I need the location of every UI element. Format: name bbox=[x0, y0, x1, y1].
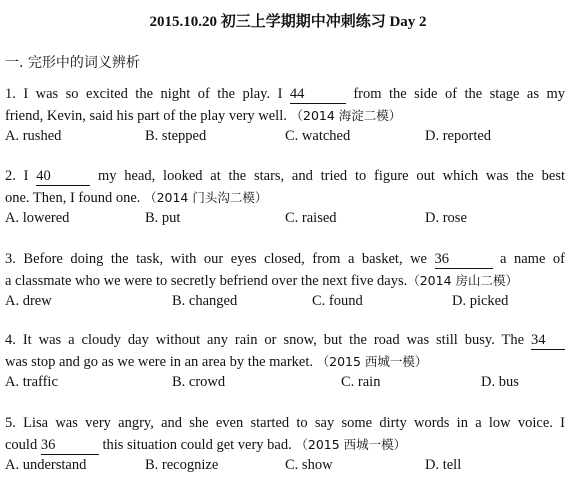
question-text: this situation could get very bad. bbox=[98, 437, 296, 453]
question-text: was stop and go as we were in an area by the market. bbox=[5, 354, 317, 370]
question-text: a name of bbox=[492, 251, 565, 267]
section-heading: 一. 完形中的词义辨析 bbox=[5, 55, 140, 71]
source-label: （2014 门头沟二模） bbox=[144, 190, 268, 205]
option-b[interactable]: B. crowd bbox=[172, 374, 226, 390]
question-1 bbox=[5, 84, 565, 147]
options-row bbox=[5, 291, 565, 312]
question-text: friend, Kevin, said his part of the play very well. bbox=[5, 108, 291, 124]
source-label: （2015 西城一模） bbox=[295, 437, 407, 452]
question-line bbox=[5, 105, 565, 126]
question-line bbox=[5, 351, 565, 372]
option-c[interactable]: C. rain bbox=[341, 374, 381, 390]
source-label: （2014 房山二模） bbox=[407, 273, 519, 288]
question-text: 2. I bbox=[5, 168, 37, 184]
option-b[interactable]: B. recognize bbox=[145, 457, 219, 473]
question-3 bbox=[5, 249, 565, 312]
source-label: （2015 西城一模） bbox=[316, 354, 428, 369]
question-text: 5. Lisa was very angry, and she even started to say some dirty words in a low voice. I bbox=[5, 415, 565, 431]
options-row bbox=[5, 455, 565, 476]
question-text: 3. Before doing the task, with our eyes closed, from a basket, we bbox=[5, 251, 435, 267]
question-5 bbox=[5, 413, 565, 476]
option-a[interactable]: A. understand bbox=[5, 457, 87, 473]
option-a[interactable]: A. drew bbox=[5, 293, 52, 309]
option-d[interactable]: D. rose bbox=[425, 210, 467, 226]
option-b[interactable]: B. changed bbox=[172, 293, 238, 309]
question-line bbox=[5, 84, 565, 105]
question-line bbox=[5, 413, 565, 434]
question-line bbox=[5, 249, 565, 270]
option-b[interactable]: B. stepped bbox=[145, 128, 207, 144]
answer-blank[interactable]: 44 bbox=[290, 86, 346, 104]
option-b[interactable]: B. put bbox=[145, 210, 181, 226]
question-4 bbox=[5, 330, 565, 393]
answer-blank[interactable]: 36 bbox=[41, 437, 99, 455]
question-2 bbox=[5, 166, 565, 229]
answer-blank[interactable]: 40 bbox=[36, 168, 90, 186]
answer-blank[interactable]: 36 bbox=[435, 251, 493, 269]
option-a[interactable]: A. rushed bbox=[5, 128, 62, 144]
options-row bbox=[5, 208, 565, 229]
question-text: from the side of the stage as my bbox=[345, 86, 565, 102]
question-line bbox=[5, 270, 565, 291]
question-text: 4. It was a cloudy day without any rain or snow, but the road was still busy. The bbox=[5, 332, 531, 348]
option-c[interactable]: C. watched bbox=[285, 128, 351, 144]
page-title: 2015.10.20 初三上学期期中冲刺练习 Day 2 bbox=[149, 14, 427, 30]
option-d[interactable]: D. tell bbox=[425, 457, 462, 473]
option-c[interactable]: C. raised bbox=[285, 210, 337, 226]
question-text: a classmate who we were to secretly befriend over the next five days. bbox=[5, 273, 408, 289]
question-text: one. Then, I found one. bbox=[5, 190, 145, 206]
question-line bbox=[5, 166, 565, 187]
options-row bbox=[5, 372, 565, 393]
option-d[interactable]: D. bus bbox=[481, 374, 519, 390]
option-a[interactable]: A. traffic bbox=[5, 374, 58, 390]
option-d[interactable]: D. picked bbox=[452, 293, 509, 309]
question-text: my head, looked at the stars, and tried to figure out which was the best bbox=[90, 168, 565, 184]
question-line bbox=[5, 187, 565, 208]
question-line bbox=[5, 330, 565, 351]
question-line bbox=[5, 434, 565, 455]
source-label: （2014 海淀二模） bbox=[290, 108, 402, 123]
option-c[interactable]: C. show bbox=[285, 457, 333, 473]
answer-blank[interactable]: 34 bbox=[531, 332, 565, 350]
option-a[interactable]: A. lowered bbox=[5, 210, 70, 226]
option-d[interactable]: D. reported bbox=[425, 128, 492, 144]
question-text: could bbox=[5, 437, 41, 453]
options-row bbox=[5, 126, 565, 147]
question-text: 1. I was so excited the night of the play. I bbox=[5, 86, 290, 102]
option-c[interactable]: C. found bbox=[312, 293, 363, 309]
